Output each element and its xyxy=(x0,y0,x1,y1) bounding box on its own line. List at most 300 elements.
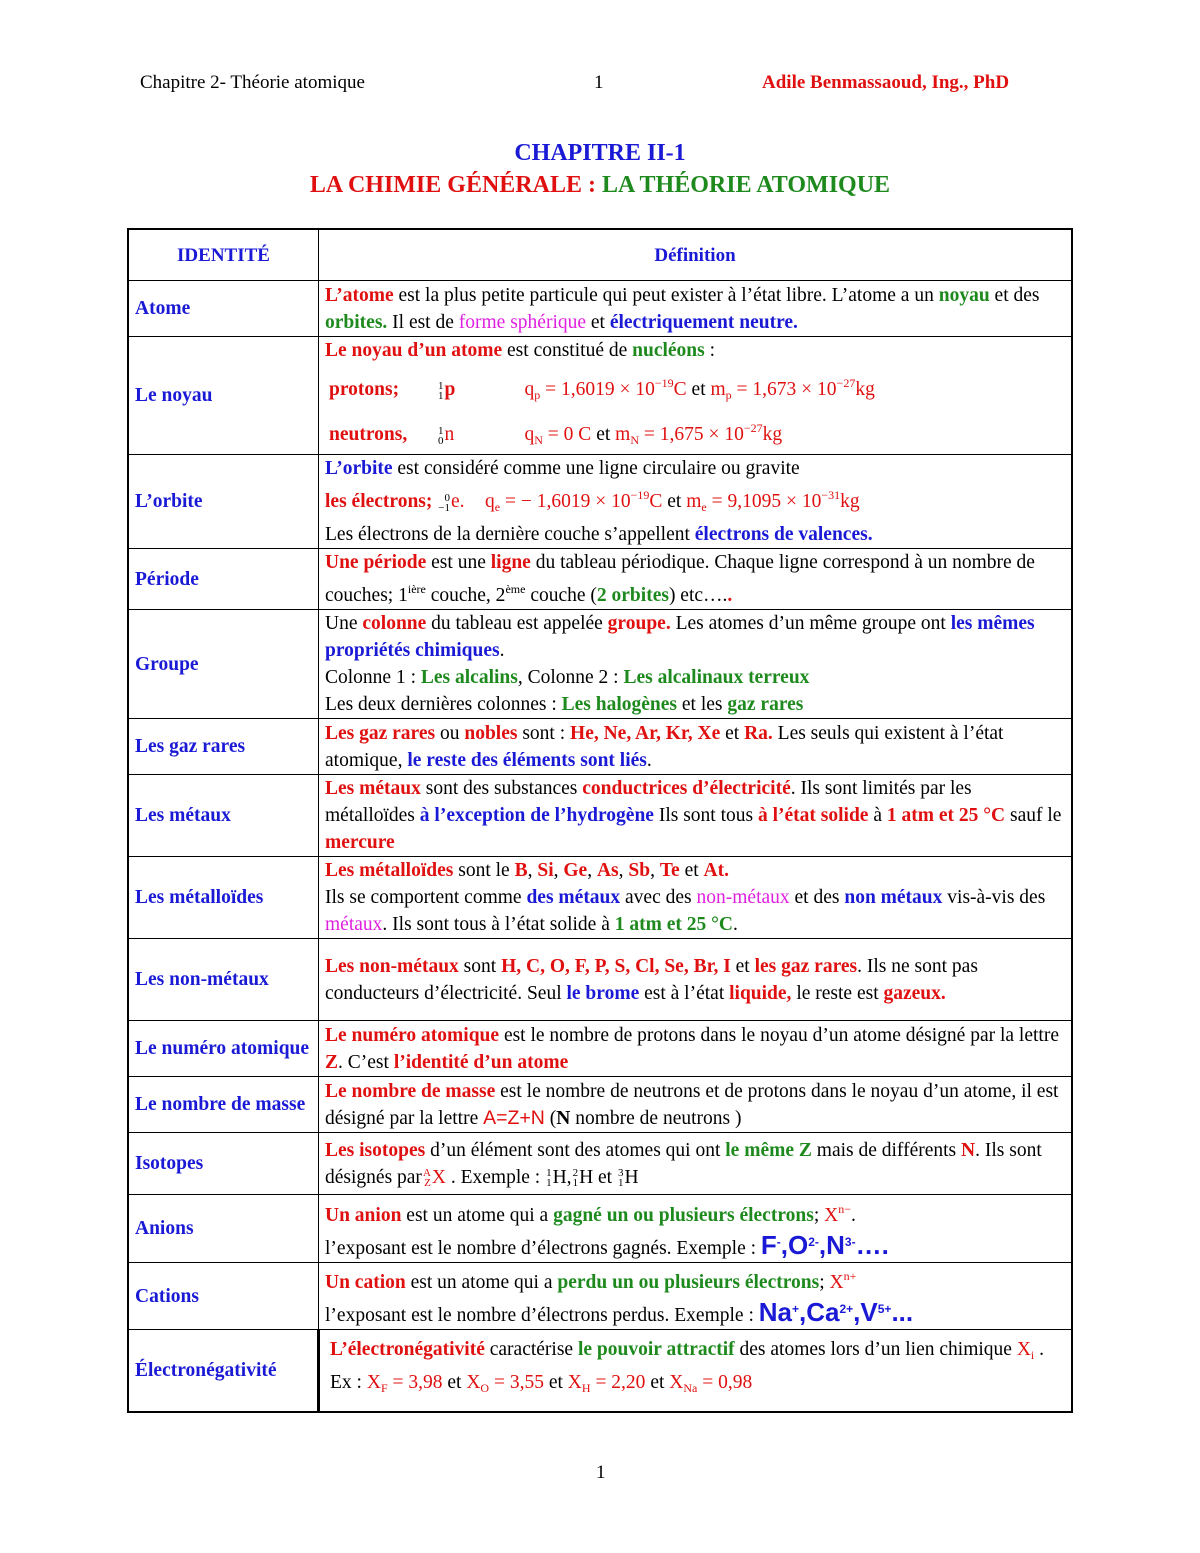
ex-part: ,V xyxy=(853,1297,878,1327)
superscript: n+ xyxy=(843,1269,857,1283)
ex-sup: 2+ xyxy=(839,1302,854,1316)
eq-part: = 0 C xyxy=(542,424,592,445)
text-run: . Ex : xyxy=(330,1339,1044,1393)
identity-cell: Les gaz rares xyxy=(128,719,319,775)
text-run: ( xyxy=(544,1107,557,1129)
definition-cell xyxy=(319,1133,1073,1195)
text-run: . Ils sont désignés par xyxy=(325,1139,1042,1188)
text-run: Les alcalinaux terreux xyxy=(623,667,810,688)
text-run: , xyxy=(527,860,538,881)
superscript: ème xyxy=(505,582,526,596)
isotope-notation xyxy=(438,381,444,401)
text-run: le même Z xyxy=(725,1139,812,1161)
text-run: est un atome qui a xyxy=(401,1204,554,1226)
text-run: avec des xyxy=(620,887,697,908)
ex-sup: 3- xyxy=(844,1234,856,1249)
ex-sup: - xyxy=(776,1234,781,1249)
cations-line-1 xyxy=(325,1263,1065,1296)
text-run: Si xyxy=(537,860,554,881)
text-run: colonne xyxy=(362,613,427,634)
ex-sup: 2- xyxy=(808,1234,819,1249)
eq-part: C xyxy=(649,491,663,512)
definition-cell xyxy=(319,281,1073,337)
eq-part: = − 1,6019 × 10 xyxy=(500,491,631,512)
text-run: L’atome xyxy=(325,284,394,306)
eq-part: et xyxy=(591,424,616,445)
identity-cell: Groupe xyxy=(128,610,319,719)
cation-examples xyxy=(759,1297,913,1327)
orbite-line-3 xyxy=(325,521,1065,548)
ex-part: ,Ca xyxy=(799,1297,840,1327)
text-run: couche ( xyxy=(525,585,597,606)
identity-cell: Isotopes xyxy=(128,1133,319,1195)
text-run: Te xyxy=(659,860,680,881)
table-row-atome xyxy=(128,281,1072,337)
text-run: As xyxy=(596,860,619,881)
eq-part: m xyxy=(686,491,702,512)
text-run: . Ils sont tous à l’état solide à xyxy=(382,914,615,935)
text-run: le reste est xyxy=(791,982,884,1004)
text-run: Les isotopes xyxy=(325,1139,426,1161)
identity-cell: Les métaux xyxy=(128,775,319,857)
text-run: protons; xyxy=(329,379,400,400)
ex-sup: 5+ xyxy=(877,1302,892,1316)
definition-cell xyxy=(319,1077,1073,1133)
text-run: est constitué de xyxy=(502,340,633,361)
text-run: à l’exception de l’hydrogène xyxy=(419,805,654,826)
identity-cell: L’orbite xyxy=(128,455,319,549)
definition-cell xyxy=(319,549,1073,610)
iso-top: 2 xyxy=(572,1167,579,1180)
text-run: les gaz rares xyxy=(754,955,858,977)
text-run: ; xyxy=(813,1204,825,1226)
eq-part: = 1,675 × 10 xyxy=(638,424,744,445)
isotope-notation xyxy=(618,1168,624,1188)
eq-part: m xyxy=(710,379,726,400)
iso-bottom: Z xyxy=(424,1177,431,1190)
text-run: gaz rares xyxy=(727,694,804,715)
iso-bottom: 1 xyxy=(572,1177,579,1190)
definition-cell xyxy=(319,337,1073,455)
text-run: le brome xyxy=(566,982,640,1004)
text-run: Les atomes d’un même groupe ont xyxy=(670,613,951,634)
text-run: ou xyxy=(435,722,465,744)
noyau-line-1 xyxy=(325,337,1065,364)
iso-top: 0 xyxy=(444,491,450,504)
text-run: Une xyxy=(325,613,363,634)
subscript: Na xyxy=(683,1381,698,1395)
eq-sub: e xyxy=(494,500,501,514)
text-run: Les électrons de la dernière couche s’appellent xyxy=(325,524,695,545)
text-run: liquide, xyxy=(729,982,792,1004)
eq-sub: e xyxy=(701,500,707,514)
text-run: nucléons xyxy=(632,340,705,361)
table-row-orbite xyxy=(128,455,1072,549)
text-run: Le nombre de masse xyxy=(325,1080,496,1102)
chapter-title: CHAPITRE II-1 xyxy=(514,140,686,166)
text-run: . xyxy=(646,749,652,771)
text-run: le pouvoir attractif xyxy=(577,1339,735,1360)
chapter-subtitle xyxy=(0,172,1200,199)
text-run: Les gaz rares xyxy=(325,722,436,744)
isotope-notation xyxy=(438,426,444,446)
text-run: He, Ne, Ar, Kr, Xe xyxy=(570,722,721,744)
text-run: et des xyxy=(789,887,845,908)
text-run: conductrices d’électricité xyxy=(582,778,791,799)
text-run: Le noyau d’un atome xyxy=(325,340,503,361)
text-run: 2 orbites xyxy=(596,585,669,606)
eq-part: kg xyxy=(762,424,783,445)
table-header-row xyxy=(128,229,1072,281)
identity-cell: Période xyxy=(128,549,319,610)
text-run: = 3,55 xyxy=(489,1372,544,1393)
table-row-isotopes xyxy=(128,1133,1072,1195)
identity-cell: Les métalloïdes xyxy=(128,857,319,939)
text-run: N xyxy=(556,1107,571,1129)
definition-cell xyxy=(319,775,1073,857)
footer-page-number: 1 xyxy=(596,1462,606,1483)
text-run: , xyxy=(618,860,629,881)
isotope-notation xyxy=(573,1168,579,1188)
identity-cell: Les non-métaux xyxy=(128,939,319,1021)
isotope-notation xyxy=(423,1168,431,1188)
eq-sub: N xyxy=(630,433,639,447)
table-row-electronegativite xyxy=(128,1330,1072,1412)
iso-top: 1 xyxy=(546,1167,552,1180)
text-run: est le nombre de neutrons et de protons dans le noyau d’un atome, il est désigné par la lettre xyxy=(325,1080,1059,1129)
ex-part: ... xyxy=(891,1297,914,1327)
identity-cell: Le nombre de masse xyxy=(128,1077,319,1133)
cations-line-2 xyxy=(325,1296,1065,1329)
text-run: et xyxy=(720,722,745,744)
text-run: l’exposant est le nombre d’électrons perdus. Exemple : xyxy=(325,1305,759,1326)
definition-cell xyxy=(319,455,1073,549)
identity-cell: Le numéro atomique xyxy=(128,1021,319,1077)
table-row-noyau xyxy=(128,337,1072,455)
iso-top: 1 xyxy=(438,424,444,437)
anions-line-2 xyxy=(325,1229,1065,1262)
eq-sup: −19 xyxy=(630,488,650,502)
text-run: X xyxy=(466,1372,481,1393)
iso-bottom: 0 xyxy=(438,434,444,447)
text-run: non-métaux xyxy=(696,887,790,908)
text-run: X xyxy=(431,1166,446,1188)
text-run: et xyxy=(679,860,704,881)
identity-cell: Cations xyxy=(128,1263,319,1330)
text-run: mais de différents xyxy=(811,1139,962,1161)
text-run: est un atome qui a xyxy=(405,1272,558,1293)
definition-cell xyxy=(319,857,1073,939)
text-run: d’un élément sont des atomes qui ont xyxy=(425,1139,726,1161)
eq-sup: −27 xyxy=(743,421,763,435)
text-run: électrons de valences. xyxy=(694,524,873,545)
definition-cell xyxy=(319,610,1073,719)
text-run: Un anion xyxy=(325,1204,402,1226)
text-run: e. xyxy=(451,491,465,512)
subtitle-red: LA CHIMIE GÉNÉRALE : xyxy=(309,172,602,198)
text-run: Ra. xyxy=(744,722,773,744)
text-run: Ils sont tous xyxy=(653,805,758,826)
text-run: X xyxy=(567,1372,582,1393)
table-row-anions xyxy=(128,1195,1072,1263)
text-run: . xyxy=(499,640,505,661)
text-run: est considéré comme une ligne circulaire ou gravite xyxy=(392,458,800,479)
identity-cell: Atome xyxy=(128,281,319,337)
text-run: = 3,98 xyxy=(387,1372,443,1393)
eq-sup: −19 xyxy=(654,376,674,390)
text-run: X xyxy=(824,1204,839,1226)
text-run: du tableau est appelée xyxy=(426,613,608,634)
eq-part: = 1,673 × 10 xyxy=(731,379,837,400)
text-run: gagné un ou plusieurs électrons xyxy=(553,1204,814,1226)
text-run: électriquement neutre. xyxy=(609,311,798,333)
orbite-line-1 xyxy=(325,455,1065,482)
table-row-numero-atomique xyxy=(128,1021,1072,1077)
subtitle-green: LA THÉORIE ATOMIQUE xyxy=(601,172,891,198)
eq-part: m xyxy=(615,424,631,445)
text-run: le reste des éléments sont liés xyxy=(407,749,647,771)
table-row-cations xyxy=(128,1263,1072,1330)
text-run: = 0,98 xyxy=(697,1372,753,1393)
definition-cell xyxy=(319,1021,1073,1077)
text-run: = 2,20 xyxy=(590,1372,646,1393)
text-run: Les halogènes xyxy=(561,694,678,715)
text-run: Il est de xyxy=(387,311,459,333)
text-run: Un cation xyxy=(325,1272,406,1293)
text-run: n xyxy=(444,424,455,445)
definition-cell xyxy=(319,1263,1073,1330)
table-row-metaux xyxy=(128,775,1072,857)
definition-cell xyxy=(319,939,1073,1021)
text-run: . Exemple : xyxy=(445,1166,546,1188)
ex-part: Na xyxy=(758,1297,792,1327)
text-run: H, C, O, F, P, S, Cl, Se, Br, I xyxy=(501,955,731,977)
electron-equation xyxy=(485,488,860,514)
definition-cell xyxy=(319,719,1073,775)
text-run: neutrons, xyxy=(329,424,408,445)
text-run: Les alcalins xyxy=(420,667,518,688)
text-run: L’orbite xyxy=(325,458,393,479)
eq-part: et xyxy=(662,491,687,512)
col-identity-header: IDENTITÉ xyxy=(128,229,319,281)
table-row-non-metaux xyxy=(128,939,1072,1021)
ex-part: F xyxy=(760,1229,777,1260)
iso-top: A xyxy=(422,1167,431,1180)
text-run: l’identité d’un atome xyxy=(393,1051,569,1073)
text-run: B xyxy=(514,860,528,881)
text-run: vis-à-vis des xyxy=(942,887,1046,908)
text-run: mercure xyxy=(325,832,395,853)
ex-sup: + xyxy=(792,1302,800,1316)
eq-part: et xyxy=(686,379,711,400)
text-run: ligne xyxy=(490,552,531,573)
text-run: couche, 2 xyxy=(425,585,506,606)
text-run: et xyxy=(586,311,610,333)
text-run: , xyxy=(553,860,564,881)
text-run: Les métalloïdes xyxy=(325,860,454,881)
text-run: est le nombre de protons dans le noyau d’un atome désigné par la lettre xyxy=(499,1024,1059,1046)
text-run: groupe. xyxy=(607,613,671,634)
text-run: H xyxy=(579,1166,594,1188)
eq-sub: N xyxy=(534,433,543,447)
text-run: sont le xyxy=(453,860,515,881)
text-run: et xyxy=(543,1372,568,1393)
text-run: des métaux xyxy=(526,887,621,908)
col-definition-header: Définition xyxy=(319,229,1073,281)
text-run: : xyxy=(704,340,716,361)
text-run: At. xyxy=(703,860,729,881)
text-run: les mêmes propriétés chimiques xyxy=(325,613,1035,661)
subscript: O xyxy=(480,1381,490,1395)
text-run: Les deux dernières colonnes : xyxy=(325,694,562,715)
superscript: n− xyxy=(838,1201,851,1216)
text-run: à l’état solide xyxy=(757,805,869,826)
text-run: A=Z+N xyxy=(483,1106,545,1129)
ex-part: …. xyxy=(855,1229,889,1260)
text-run: X xyxy=(829,1272,844,1293)
iso-bottom: 1 xyxy=(617,1177,624,1190)
text-run: X xyxy=(366,1372,381,1393)
header-author: Adile Benmassaoud, Ing., PhD xyxy=(762,72,1010,93)
iso-top: 1 xyxy=(438,379,444,392)
identity-cell: Anions xyxy=(128,1195,319,1263)
protons-line xyxy=(325,370,1065,409)
table-row-gaz-rares xyxy=(128,719,1072,775)
text-run: sont : xyxy=(517,722,571,744)
text-run: et xyxy=(442,1372,467,1393)
text-run: est une xyxy=(426,552,491,573)
proton-equation xyxy=(524,376,875,402)
text-run: nobles xyxy=(464,722,518,744)
anion-examples xyxy=(761,1230,889,1260)
iso-bottom: −1 xyxy=(438,501,450,514)
text-run: et xyxy=(593,1166,617,1188)
superscript: ière xyxy=(407,582,426,596)
header-chapter: Chapitre 2- Théorie atomique xyxy=(140,72,365,93)
iso-bottom: 1 xyxy=(546,1177,552,1190)
text-run: . C’est xyxy=(338,1051,394,1073)
eq-part: kg xyxy=(840,491,860,512)
text-run: non métaux xyxy=(844,887,943,908)
text-run: est la plus petite particule qui peut exister à l’état libre. L’atome a un xyxy=(393,284,939,306)
anions-line-1 xyxy=(325,1196,1065,1229)
text-run: . Ils ne sont pas conducteurs d’électricité. Seul xyxy=(325,955,978,1004)
text-run: p xyxy=(444,379,456,400)
ex-part: ,O xyxy=(780,1229,809,1260)
text-run: à xyxy=(868,805,887,826)
text-run: H, xyxy=(552,1166,572,1188)
electrons-line xyxy=(325,482,1065,521)
eq-sup: −27 xyxy=(836,376,856,390)
text-run: les électrons; xyxy=(325,491,433,512)
text-run: X xyxy=(1016,1339,1031,1360)
text-run: . xyxy=(733,914,738,935)
header-page-number: 1 xyxy=(594,72,604,93)
text-run: ) etc…. xyxy=(668,585,728,606)
eq-part: C xyxy=(673,379,687,400)
table-row-groupe xyxy=(128,610,1072,719)
isotope-notation xyxy=(546,1168,552,1188)
identity-cell: Électronégativité xyxy=(128,1330,319,1412)
subscript: i xyxy=(1030,1348,1035,1362)
text-run: . Ils sont limités par les métalloïdes xyxy=(325,778,972,826)
subscript: H xyxy=(581,1381,591,1395)
isotope-notation xyxy=(438,493,450,513)
text-run: est à l’état xyxy=(639,982,730,1004)
text-run: L’électronégativité xyxy=(330,1339,485,1360)
text-run: forme sphérique xyxy=(458,311,587,333)
text-run: 1 atm et 25 °C xyxy=(886,805,1006,826)
text-run: ; xyxy=(819,1272,830,1293)
text-run: H xyxy=(624,1166,639,1188)
text-run: Ge xyxy=(563,860,588,881)
identity-cell: Le noyau xyxy=(128,337,319,455)
table-row-nombre-masse xyxy=(128,1077,1072,1133)
eq-sub: p xyxy=(725,388,732,402)
ex-part: ,N xyxy=(818,1229,845,1260)
eq-part: kg xyxy=(855,379,875,400)
text-run: Ils se comportent comme xyxy=(325,887,527,908)
text-run: N xyxy=(961,1139,976,1161)
text-run: sauf le xyxy=(1005,805,1062,826)
text-run: 1 atm et 25 °C xyxy=(614,914,734,935)
text-run: Colonne 1 : xyxy=(325,667,421,688)
metalloides-line-2 xyxy=(325,884,1065,938)
iso-top: 3 xyxy=(617,1167,624,1180)
text-run: nombre de neutrons ) xyxy=(570,1107,742,1129)
table-row-metalloides xyxy=(128,857,1072,939)
text-run: Z xyxy=(325,1051,339,1073)
text-run: Les métaux xyxy=(325,778,421,799)
text-run: , xyxy=(587,860,597,881)
text-run: , Colonne 2 : xyxy=(517,667,624,688)
subscript: F xyxy=(380,1381,388,1395)
text-run: caractérise xyxy=(484,1339,578,1360)
neutron-equation xyxy=(524,421,783,447)
text-run: Sb xyxy=(628,860,651,881)
text-run: orbites. xyxy=(325,311,388,333)
eq-part: = 1,6019 × 10 xyxy=(540,379,655,400)
text-run: X xyxy=(669,1372,684,1393)
table-row-periode xyxy=(128,549,1072,610)
definition-cell xyxy=(319,1195,1073,1263)
text-run: Les non-métaux xyxy=(325,955,459,977)
text-run: perdu un ou plusieurs électrons xyxy=(557,1272,820,1293)
text-run: sont xyxy=(458,955,502,977)
groupe-line-3 xyxy=(325,664,1065,691)
groupe-line-4 xyxy=(325,691,1065,718)
text-run: et xyxy=(645,1372,670,1393)
text-run: du tableau périodique. Chaque ligne correspond à un nombre de couches; 1 xyxy=(325,552,1035,606)
eq-sup: −31 xyxy=(821,488,841,502)
text-run: et des xyxy=(989,284,1040,306)
eq-part: q xyxy=(485,491,495,512)
text-run: noyau xyxy=(938,284,990,306)
iso-bottom: 1 xyxy=(438,389,444,402)
text-run: Les seuls qui existent à l’état atomique, xyxy=(325,722,1004,771)
text-run: . xyxy=(727,585,733,606)
definition-cell xyxy=(319,1330,1073,1412)
text-run: Une période xyxy=(325,552,427,573)
definitions-table xyxy=(127,228,1073,1413)
eq-part: q xyxy=(524,379,535,400)
eq-sub: p xyxy=(534,388,541,402)
text-run: sont des substances xyxy=(420,778,583,799)
text-run: l’exposant est le nombre d’électrons gagnés. Exemple : xyxy=(325,1237,761,1259)
eq-part: = 9,1095 × 10 xyxy=(706,491,822,512)
eq-part: q xyxy=(524,424,535,445)
text-run: et xyxy=(730,955,755,977)
